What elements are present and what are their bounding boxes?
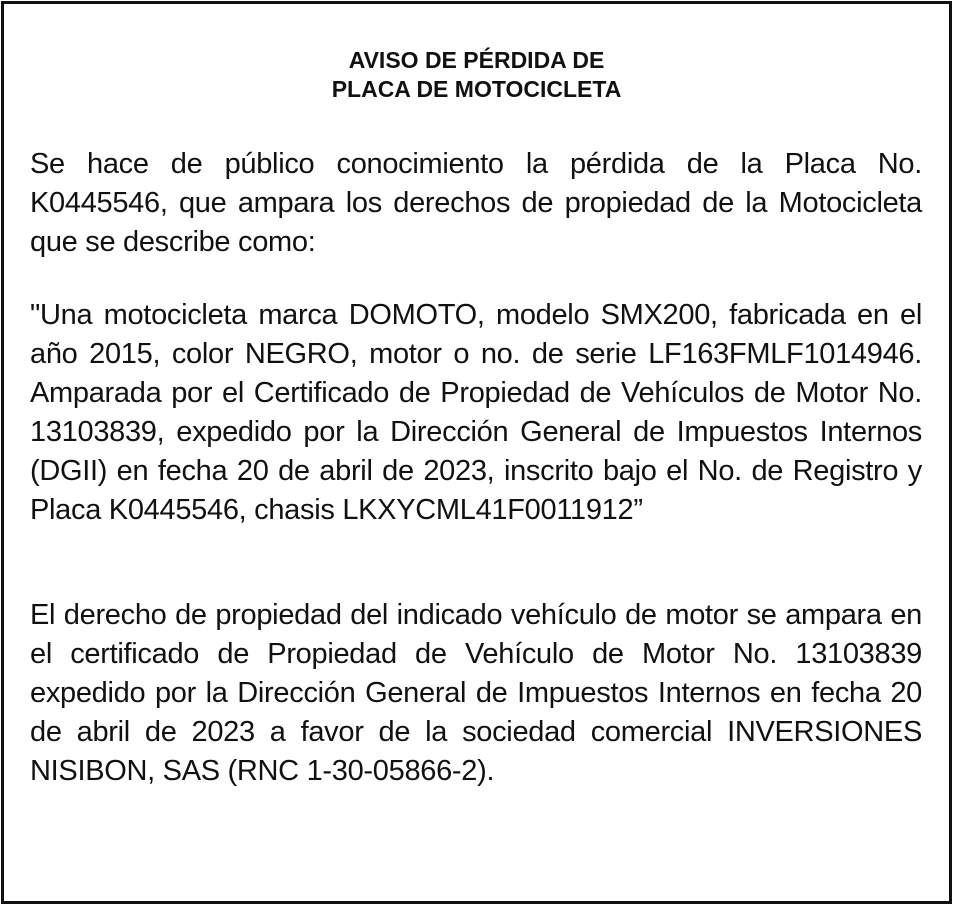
notice-title <box>4 46 949 104</box>
notice-title-line-2: PLACA DE MOTOCICLETA <box>331 76 622 102</box>
notice-paragraph-ownership: El derecho de propiedad del indicado vehículo de motor se ampara en el certificado de Propiedad de Vehículo de Motor No. 13103839 expedido por la Dirección General de Impuestos Internos en fecha 20 de abril de 2023 a favor de la sociedad comercial INVERSIONES NISIBON, SAS (RNC 1-30-05866-2). <box>30 599 922 787</box>
notice-paragraph-intro: Se hace de público conocimiento la pérdida de la Placa No. K0445546, que ampara los derechos de propiedad de la Motocicleta que se describe como: <box>30 148 922 258</box>
notice-paragraph-description: "Una motocicleta marca DOMOTO, modelo SMX200, fabricada en el año 2015, color NEGRO, motor o no. de serie LF163FMLF1014946. Amparada por el Certificado de Propiedad de Vehículos de Motor No. 13103839, expedido por la Dirección General de Impuestos Internos (DGII) en fecha 20 de abril de 2023, inscrito bajo el No. de Registro y Placa K0445546, chasis LKXYCML41F0011912” <box>30 299 922 526</box>
notice-title-line-1: AVISO DE PÉRDIDA DE <box>348 47 605 73</box>
loss-notice-box <box>1 1 952 904</box>
